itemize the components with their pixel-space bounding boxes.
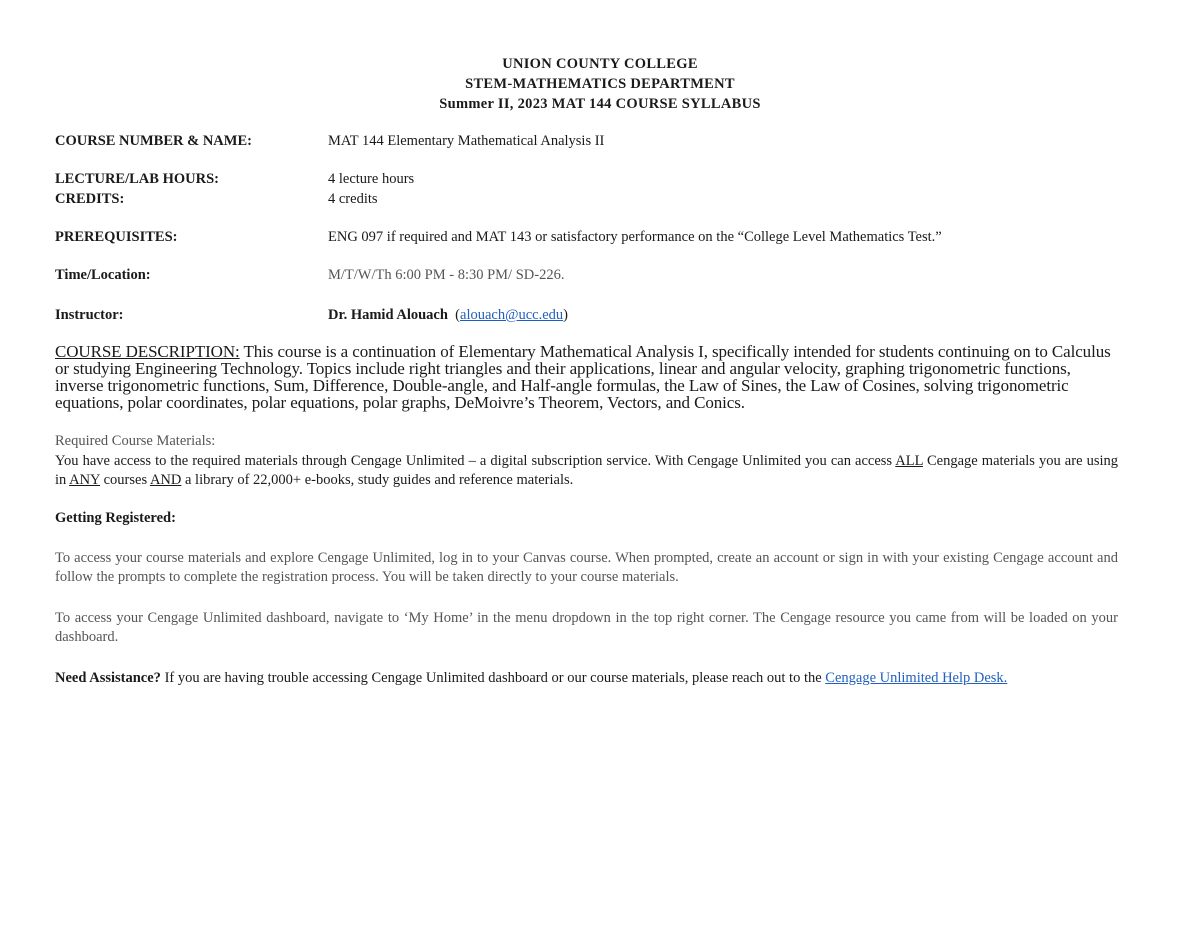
registration-paragraph-2: To access your Cengage Unlimited dashboard, navigate to ‘My Home’ in the menu dropdown in the top right corner. The Cengage resource you came from will be loaded on your dashboard. (55, 610, 1118, 645)
prereq-label: PREREQUISITES: (55, 229, 178, 245)
paren-close: ) (563, 307, 568, 323)
materials-heading: Required Course Materials: (55, 433, 216, 449)
hours-value: 4 lecture hours (328, 171, 415, 187)
materials-text-mid1: Cengage materials you are using in (55, 453, 1118, 488)
materials-text-mid2: courses (100, 472, 150, 488)
course-label: COURSE NUMBER & NAME: (55, 133, 252, 149)
registration-paragraph-1: To access your course materials and explore Cengage Unlimited, log in to your Canvas course. When prompted, create an account or sign in with your existing Cengage account and follow the prompts to complete the registration process. You will be taken directly to your course materials. (55, 550, 1118, 585)
help-desk-link[interactable]: Cengage Unlimited Help Desk. (825, 670, 1008, 686)
instructor-email-link[interactable]: alouach@ucc.edu (460, 307, 564, 323)
paren-open: ( (455, 307, 461, 323)
materials-text-end: a library of 22,000+ e-books, study guides and reference materials. (181, 472, 574, 488)
credits-value: 4 credits (328, 191, 378, 207)
assistance-paragraph (55, 669, 1118, 688)
materials-and: AND (149, 472, 182, 488)
instructor-value (328, 307, 568, 324)
materials-text-start: You have access to the required materials through Cengage Unlimited – a digital subscription service. With Cengage Unlimited you can access (55, 453, 896, 469)
materials-paragraph (55, 452, 1118, 490)
instructor-label: Instructor: (55, 307, 124, 323)
time-value: M/T/W/Th 6:00 PM - 8:30 PM/ SD-226. (328, 267, 565, 283)
materials-any: ANY (69, 472, 100, 488)
department-name: STEM-MATHEMATICS DEPARTMENT (465, 76, 735, 92)
college-name: UNION COUNTY COLLEGE (502, 56, 698, 72)
description-text: This course is a continuation of Elementary Mathematical Analysis I, specifically intended for students continuing on to Calculus or studying Engineering Technology. Topics include right triangles and their applications, linear and angular velocity, graphing trigonometric functions, inverse trigonometric functions, Sum, Difference, Double-angle, and Half-angle formulas, the Law of Sines, the Law of Cosines, solving trigonometric equations, polar coordinates, polar equations, polar graphs, DeMoivre’s Theorem, Vectors, and Conics. (55, 342, 1111, 412)
description-label: COURSE DESCRIPTION: (55, 342, 240, 361)
hours-label: LECTURE/LAB HOURS: (55, 171, 219, 187)
assistance-label: Need Assistance? (55, 670, 161, 686)
time-label: Time/Location: (55, 267, 151, 283)
syllabus-title: Summer II, 2023 MAT 144 COURSE SYLLABUS (439, 96, 761, 112)
course-value: MAT 144 Elementary Mathematical Analysis II (328, 133, 605, 149)
credits-label: CREDITS: (55, 191, 125, 207)
prereq-value: ENG 097 if required and MAT 143 or satisfactory performance on the “College Level Mathematics Test.” (328, 229, 942, 245)
course-description (55, 343, 1118, 411)
materials-all: ALL (895, 453, 923, 469)
assistance-text: If you are having trouble accessing Cengage Unlimited dashboard or our course materials, please reach out to the (160, 670, 826, 686)
registration-heading: Getting Registered: (55, 510, 176, 526)
instructor-name: Dr. Hamid Alouach (328, 307, 448, 323)
